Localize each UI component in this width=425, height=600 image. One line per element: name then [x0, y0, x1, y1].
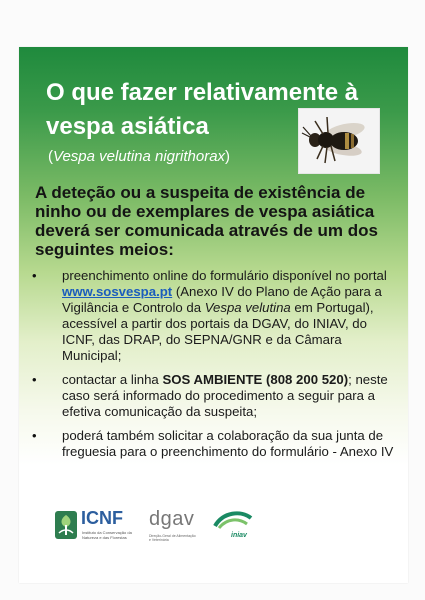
list-item	[32, 428, 402, 460]
bullet-list	[32, 268, 402, 468]
bullet-segment: em Portugal), acessível a partir dos portais da DGAV, do INIAV, do ICNF, das DRAP, do SEPNA/GNR e da Câmara Municipal;	[62, 300, 374, 363]
bullet-segment: preenchimento online do formulário disponível no portal	[62, 268, 387, 283]
icnf-subtitle: Instituto da Conservação da Natureza e das Florestas	[82, 530, 132, 540]
sosvespa-link[interactable]: www.sosvespa.pt	[62, 284, 173, 299]
bullet-icon: •	[32, 372, 37, 387]
bullet-icon: •	[32, 428, 37, 443]
icnf-tree-icon	[51, 507, 81, 543]
icnf-logo	[49, 504, 133, 546]
poster-title: O que fazer relativamente à vespa asiática	[46, 79, 359, 140]
logo-strip	[49, 504, 369, 546]
list-item	[32, 268, 402, 364]
lead-paragraph: A deteção ou a suspeita de existência de ninho ou de exemplares de vespa asiática deverá ser comunicada através de um dos seguintes meios:	[35, 183, 378, 259]
species-name: Vespa velutina	[204, 300, 291, 315]
list-item	[32, 372, 402, 420]
icnf-name: ICNF	[81, 508, 123, 528]
asian-hornet-photo	[298, 108, 380, 174]
bullet-icon: •	[32, 268, 37, 283]
poster-subtitle: (Vespa velutina nigrithorax)	[48, 148, 231, 165]
bullet-text	[62, 268, 387, 363]
bullet-segment: ; neste caso será informado do procedimento a seguir para a efetiva comunicação da suspeita;	[62, 372, 388, 419]
bullet-segment: contactar a linha	[62, 372, 163, 387]
bullet-text	[62, 372, 388, 419]
iniav-name: iniav	[231, 532, 247, 539]
bullet-segment: (Anexo IV do Plano de Ação para a Vigilância e Controlo da	[62, 284, 382, 315]
scientific-name: Vespa velutina nigrithorax	[53, 148, 226, 165]
dgav-subtitle: Direção-Geral de Alimentação e Veterinária	[149, 534, 196, 542]
iniav-swoosh-icon	[211, 506, 255, 534]
bullet-text	[62, 428, 393, 459]
iniav-logo	[211, 504, 255, 546]
dgav-name: dgav	[149, 508, 195, 530]
hotline-text: SOS AMBIENTE (808 200 520)	[162, 372, 349, 387]
dgav-logo	[143, 504, 203, 546]
bullet-segment: poderá também solicitar a colaboração da sua junta de freguesia para o preenchimento do formulário - Anexo IV	[62, 428, 394, 459]
hornet-icon	[299, 109, 379, 173]
